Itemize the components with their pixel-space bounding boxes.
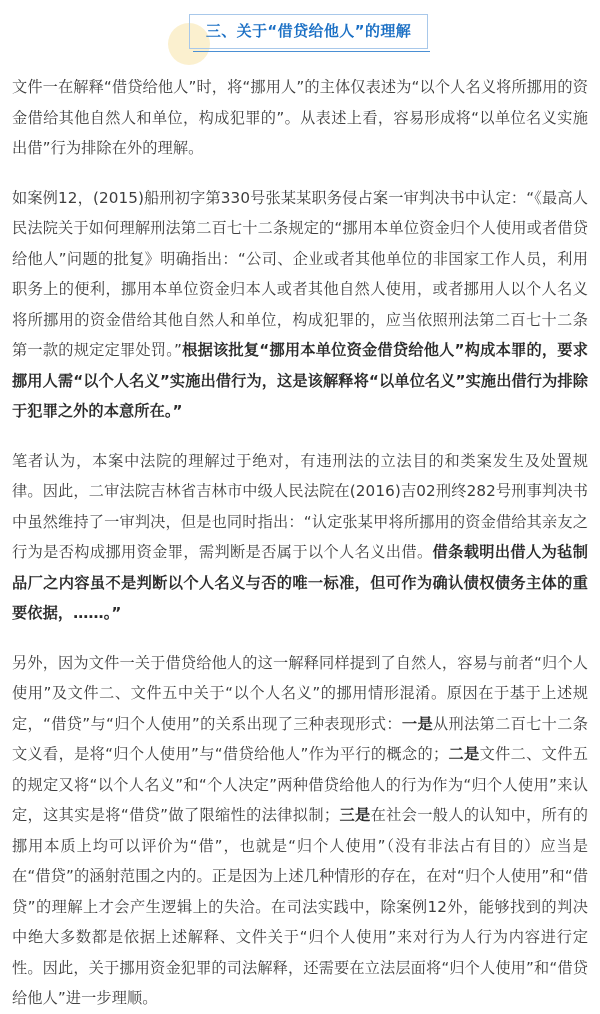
emphasis-text: 借条载明出借人为毡制品厂之内容虽不是判断以个人名义与否的唯一标准，但可作为确认债权债务主体的重要依据，……。”: [12, 543, 589, 622]
body-text: 如案例12，(2015)船刑初字第330号张某某职务侵占案一审判决书中认定：“《最高人民法院关于如何理解刑法第二百七十二条规定的“挪用本单位资金归个人使用或者借贷给他人”问题的批复》明确指出：“公司、企业或者其他单位的非国家工作人员，利用职务上的便利，挪用本单位资金归本人或者其他自然人使用，或者挪用人以个人名义将所挪用的资金借给其他自然人和单位，构成犯罪的，应当依照刑法第二百七十二条第一款的规定定罪处罚。”: [12, 188, 588, 359]
body-text: 文件一在解释“借贷给他人”时，将“挪用人”的主体仅表述为“以个人名义将所挪用的资金借给其他自然人和单位，构成犯罪的”。从表述上看，容易形成将“以单位名义实施出借”行为排除在外的理解。: [12, 78, 588, 157]
body-text: 文件二、文件五的规定又将“以个人名义”和“个人决定”两种借贷给他人的行为作为“归个人使用”来认定，这其实是将“借贷”做了限缩性的法律拟制；: [12, 745, 589, 824]
emphasis-text: 二是: [448, 745, 480, 763]
paragraph-4: [12, 648, 588, 1014]
section-heading: [12, 0, 588, 72]
document-body: [12, 72, 588, 1014]
emphasis-text: 根据该批复“挪用本单位资金借贷给他人”构成本罪的，要求挪用人需“以个人名义”实施出借行为，这是该解释将“以单位名义”实施出借行为排除于犯罪之外的本意所在。”: [12, 341, 588, 420]
paragraph-1: [12, 72, 588, 164]
paragraph-3: [12, 446, 588, 629]
emphasis-text: 一是: [401, 714, 433, 733]
body-text: 另外，因为文件一关于借贷给他人的这一解释同样提到了自然人，容易与前者“归个人使用”及文件二、文件五中关于“以个人名义”的挪用情形混淆。原因在于基于上述规定，“借贷”与“归个人使用”的关系出现了三种表现形式：: [12, 653, 588, 733]
heading-title-text: 三、关于“借贷给他人”的理解: [205, 22, 412, 40]
body-text: 在社会一般人的认知中，所有的挪用本质上均可以评价为“借”，也就是“归个人使用”（没有非法占有目的）应当是在“借贷”的涵射范围之内的。正是因为上述几种情形的存在，在对“归个人使用”和“借贷”的理解上才会产生逻辑上的失洽。在司法实践中，除案例12外，能够找到的判决中绝大多数都是依据上述解释、文件关于“归个人使用”来对行为人行为内容进行定性。因此，关于挪用资金犯罪的司法解释，还需要在立法层面将“归个人使用”和“借贷给他人”进一步理顺。: [12, 806, 589, 1007]
body-text: 从刑法第二百七十二条文义看，是将“归个人使用”与“借贷给他人”作为平行的概念的；: [12, 714, 589, 763]
body-text: 笔者认为，本案中法院的理解过于绝对，有违刑法的立法目的和类案发生及处置规律。因此，二审法院吉林省吉林市中级人民法院在(2016)吉02刑终282号刑事判决书中虽然维持了一审判决，但是也同时指出：“认定张某甲将所挪用的资金借给其亲友之行为是否构成挪用资金罪，需判断是否属于以个人名义出借。: [12, 451, 588, 561]
paragraph-2: [12, 183, 588, 427]
emphasis-text: 三是: [339, 806, 371, 824]
